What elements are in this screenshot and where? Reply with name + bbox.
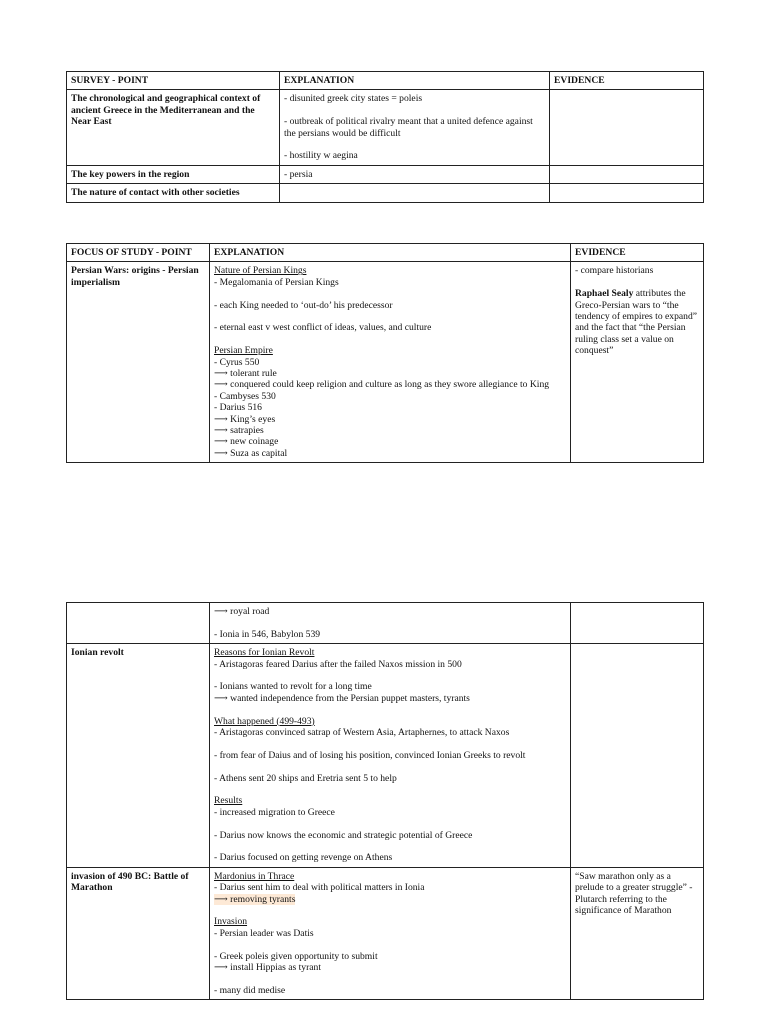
evidence-quote: attributes the Greco-Persian wars to “the tendency of empires to expand” and the fact that “the Persian ruling class set a value on conquest” (575, 288, 698, 357)
continued-table (66, 602, 704, 1000)
explanation-line (214, 288, 567, 299)
explanation-line: - each King needed to ‘out-do’ his predecessor (214, 299, 393, 311)
table-row (67, 867, 704, 999)
section-heading: Reasons for Ionian Revolt (214, 647, 315, 659)
column-header: EXPLANATION (210, 244, 571, 262)
table-header-row (67, 244, 704, 262)
table-row (67, 184, 704, 202)
section-heading: Results (214, 795, 243, 807)
explanation-line: - Ionia in 546, Babylon 539 (214, 628, 321, 640)
explanation-cell (210, 603, 571, 644)
line-group (214, 659, 567, 716)
explanation-line: - hostility w aegina (284, 150, 358, 162)
explanation-line: - Aristagoras convinced satrap of Western Asia, Artaphernes, to attack Naxos (214, 727, 510, 739)
explanation-cell (280, 165, 550, 183)
evidence-cell: “Saw marathon only as a prelude to a greater struggle” - Plutarch referring to the significance of Marathon (571, 867, 704, 999)
explanation-cell (280, 184, 550, 202)
explanation-line (214, 939, 567, 950)
explanation-line: ⟶ royal road (214, 606, 270, 617)
evidence-paragraph (575, 288, 697, 356)
explanation-line: ⟶ install Hippias as tyrant (214, 962, 322, 974)
explanation-line: - Megalomania of Persian Kings (214, 276, 339, 288)
evidence-cell (571, 262, 704, 463)
explanation-line: ⟶ new coinage (214, 436, 279, 448)
explanation-line: - disunited greek city states = poleis (284, 93, 423, 105)
evidence-cell (571, 644, 704, 868)
line-group (214, 357, 567, 460)
explanation-line: - Darius focused on getting revenge on Athens (214, 852, 393, 864)
section-heading: Mardonius in Thrace (214, 870, 295, 882)
table-row (67, 90, 704, 165)
line-group (214, 277, 567, 345)
explanation-line (214, 784, 567, 795)
explanation-line: - from fear of Daius and of losing his position, convinced Ionian Greeks to revolt (214, 749, 526, 761)
explanation-line: - Cambyses 530 (214, 390, 276, 402)
explanation-line: ⟶ satrapies (214, 425, 264, 437)
line-group (214, 928, 567, 996)
point-cell: invasion of 490 BC: Battle of Marathon (67, 867, 210, 999)
evidence-cell (550, 90, 704, 165)
explanation-line: - Greek poleis given opportunity to submit (214, 950, 378, 962)
explanation-line (284, 187, 546, 198)
survey-table (66, 71, 704, 203)
column-header: EVIDENCE (550, 72, 704, 90)
point-cell (67, 603, 210, 644)
line-group (214, 727, 567, 795)
table-row (67, 262, 704, 463)
section-heading: What happened (499-493) (214, 715, 315, 727)
explanation-line (214, 738, 567, 749)
explanation-line: - eternal east v west conflict of ideas, values, and culture (214, 322, 432, 334)
explanation-line: - Cyrus 550 (214, 356, 260, 368)
explanation-line: - outbreak of political rivalry meant that a united defence against the persians would be difficult (284, 116, 536, 139)
explanation-line: - Persian leader was Datis (214, 927, 314, 939)
historian-name: Raphael Sealy (575, 288, 634, 300)
explanation-line (214, 334, 567, 345)
point-cell: The key powers in the region (67, 165, 280, 183)
point-cell: Ionian revolt (67, 644, 210, 868)
explanation-line (214, 670, 567, 681)
table-header-row (67, 72, 704, 90)
section-heading: Persian Empire (214, 345, 273, 357)
focus-table (66, 243, 704, 463)
column-header: EVIDENCE (571, 244, 704, 262)
table-row (67, 644, 704, 868)
explanation-line (214, 311, 567, 322)
explanation-cell (210, 867, 571, 999)
explanation-cell (210, 262, 571, 463)
column-header: SURVEY - POINT (67, 72, 280, 90)
explanation-line (284, 139, 546, 150)
explanation-line (214, 704, 567, 715)
explanation-line: - Darius sent him to deal with political matters in Ionia (214, 882, 425, 894)
explanation-cell (280, 90, 550, 165)
explanation-line (214, 761, 567, 772)
highlighted-line: ⟶ removing tyrants (214, 893, 296, 905)
explanation-line: - Athens sent 20 ships and Eretria sent 5 to help (214, 772, 397, 784)
table-row (67, 603, 704, 644)
explanation-line: - Aristagoras feared Darius after the failed Naxos mission in 500 (214, 658, 462, 670)
evidence-cell (550, 184, 704, 202)
explanation-line (214, 617, 567, 628)
explanation-line: - Darius 516 (214, 402, 262, 414)
explanation-cell (210, 644, 571, 868)
point-cell: The nature of contact with other societies (67, 184, 280, 202)
point-cell: Persian Wars: origins - Persian imperialism (67, 262, 210, 463)
point-cell: The chronological and geographical context of ancient Greece in the Mediterranean and the Near East (67, 90, 280, 165)
explanation-line: - many did medise (214, 984, 286, 996)
section-heading: Invasion (214, 916, 248, 928)
explanation-line: - Darius now knows the economic and strategic potential of Greece (214, 829, 473, 841)
explanation-line: ⟶ Suza as capital (214, 447, 288, 459)
line-group (214, 807, 567, 864)
explanation-line (284, 105, 546, 116)
explanation-line (214, 818, 567, 829)
evidence-cell (571, 603, 704, 644)
explanation-line: ⟶ King’s eyes (214, 413, 276, 425)
evidence-line: - compare historians (575, 265, 654, 277)
evidence-cell (550, 165, 704, 183)
explanation-line (214, 973, 567, 984)
table-row (67, 165, 704, 183)
explanation-line: - increased migration to Greece (214, 806, 335, 818)
explanation-line: ⟶ wanted independence from the Persian puppet masters, tyrants (214, 692, 470, 704)
column-header: FOCUS OF STUDY - POINT (67, 244, 210, 262)
explanation-line: - Ionians wanted to revolt for a long time (214, 681, 372, 693)
explanation-line (214, 841, 567, 852)
section-heading: Nature of Persian Kings (214, 265, 307, 277)
explanation-line: - persia (284, 168, 313, 180)
explanation-line: ⟶ conquered could keep religion and culture as long as they swore allegiance to King (214, 379, 550, 391)
column-header: EXPLANATION (280, 72, 550, 90)
explanation-line: ⟶ tolerant rule (214, 368, 277, 380)
